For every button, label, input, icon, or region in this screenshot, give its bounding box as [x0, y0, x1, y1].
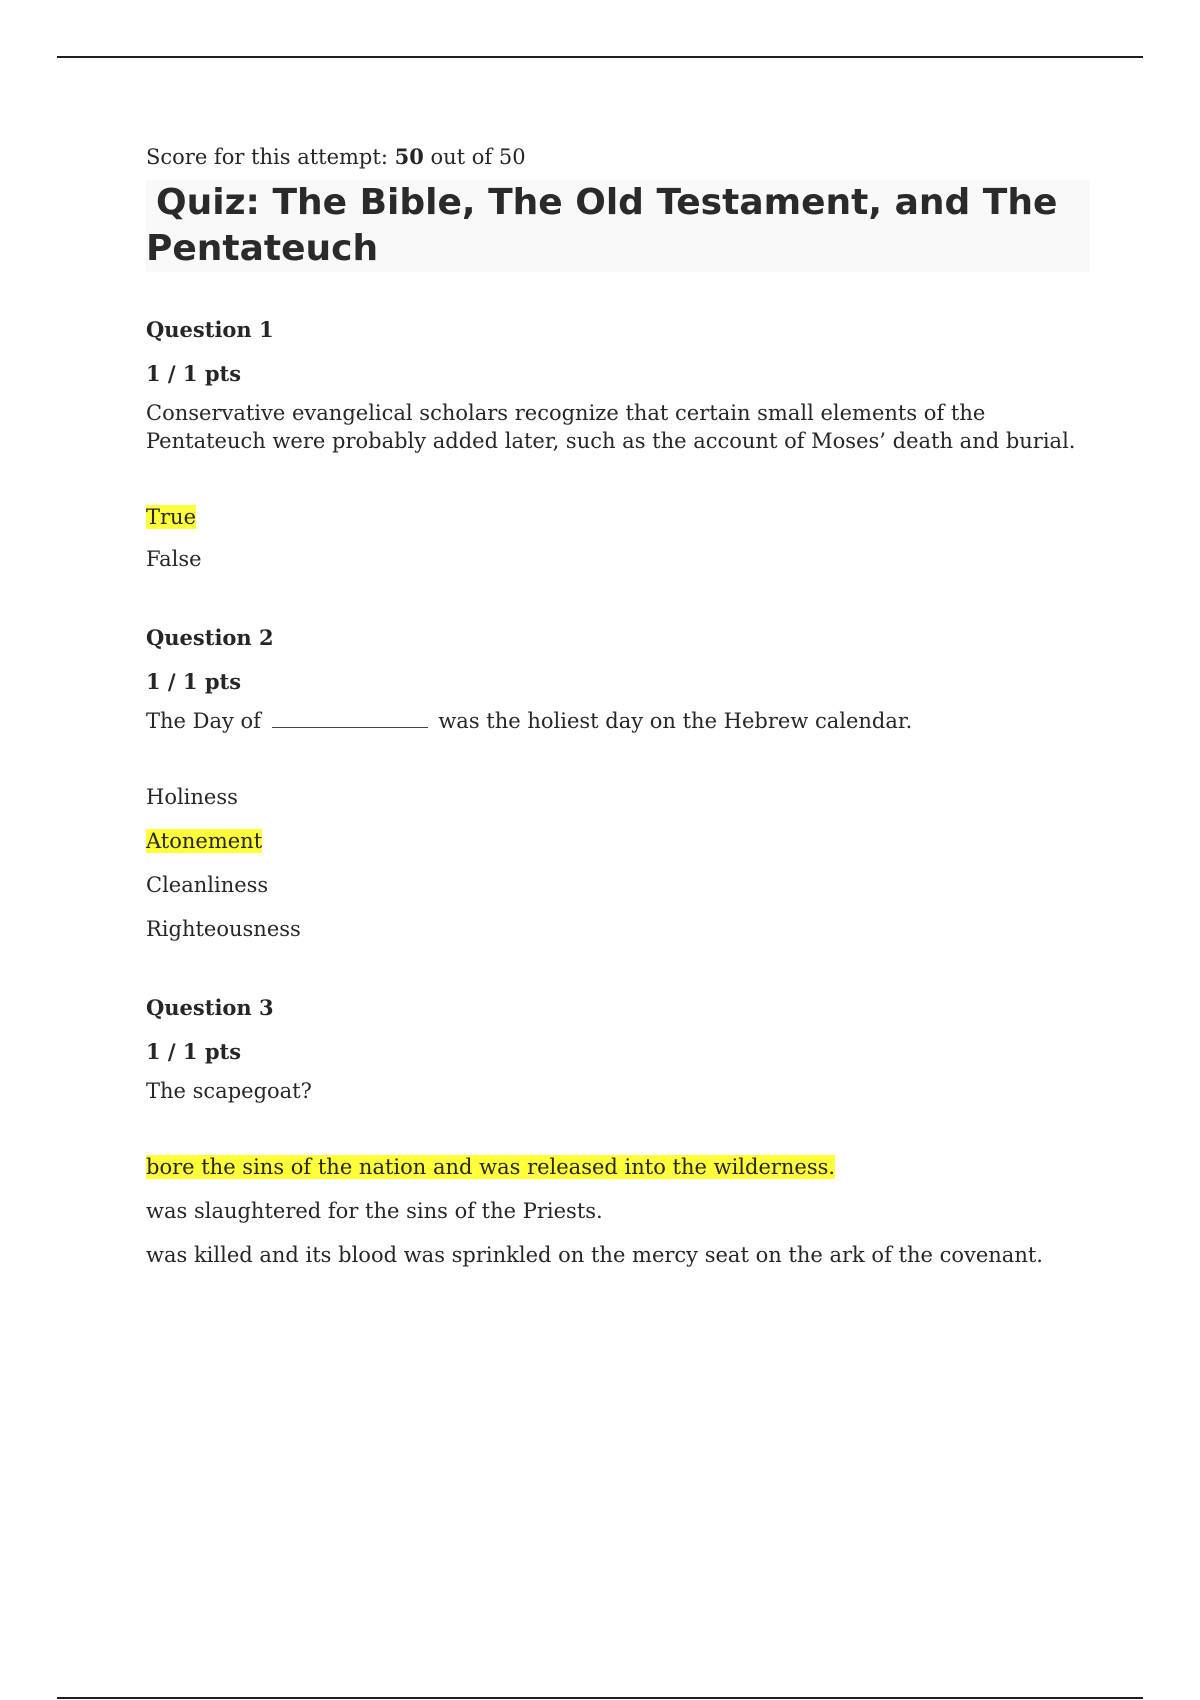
answer-option[interactable]: [146, 827, 1090, 855]
answer-option[interactable]: [146, 545, 1090, 573]
score-line: [146, 142, 1090, 172]
question-heading: Question 3: [146, 995, 274, 1020]
bottom-rule: [57, 1697, 1143, 1699]
answer-option[interactable]: [146, 1197, 1090, 1225]
answer-option[interactable]: [146, 783, 1090, 811]
answer-text: was slaughtered for the sins of the Priests.: [146, 1199, 603, 1223]
answer-option[interactable]: [146, 503, 1090, 531]
answer-text: Holiness: [146, 785, 238, 809]
answer-text-selected: bore the sins of the nation and was released into the wilderness.: [146, 1155, 836, 1179]
answer-list: [146, 783, 1090, 943]
question-heading: Question 1: [146, 317, 274, 342]
score-label: Score for this attempt:: [146, 145, 388, 169]
question-text-before: The Day of: [146, 709, 261, 733]
answer-option[interactable]: [146, 1153, 1090, 1181]
top-rule: [57, 56, 1143, 58]
score-suffix: out of 50: [430, 145, 526, 169]
answer-list: [146, 1153, 1090, 1269]
score-value: 50: [394, 144, 424, 169]
answer-text-selected: True: [146, 505, 196, 529]
answer-text: Cleanliness: [146, 873, 269, 897]
answer-option[interactable]: [146, 1241, 1090, 1269]
question-text: [146, 707, 1090, 735]
answer-option[interactable]: [146, 915, 1090, 943]
answer-option[interactable]: [146, 871, 1090, 899]
answer-text: False: [146, 547, 202, 571]
question-text-after: was the holiest day on the Hebrew calendar.: [438, 709, 913, 733]
quiz-title-line2: Pentateuch: [146, 228, 379, 269]
question-points: 1 / 1 pts: [146, 1039, 242, 1064]
answer-text: Righteousness: [146, 917, 301, 941]
fill-in-blank: [272, 709, 428, 728]
question-text: The scapegoat?: [146, 1079, 312, 1103]
question-3: [146, 993, 1090, 1269]
quiz-content: [146, 142, 1090, 1319]
quiz-title-line1: Quiz: The Bible, The Old Testament, and The: [156, 182, 1058, 223]
question-points: 1 / 1 pts: [146, 669, 242, 694]
answer-text-selected: Atonement: [146, 829, 263, 853]
question-text: Conservative evangelical scholars recognize that certain small elements of the Pentateuch were probably added later, such as the account of Moses’ death and burial.: [146, 401, 1076, 453]
question-1: [146, 315, 1090, 573]
answer-text: was killed and its blood was sprinkled on the mercy seat on the ark of the covenant.: [146, 1243, 1043, 1267]
answer-list: [146, 503, 1090, 573]
quiz-title: [146, 180, 1090, 272]
question-points: 1 / 1 pts: [146, 361, 242, 386]
question-heading: Question 2: [146, 625, 274, 650]
question-2: [146, 623, 1090, 943]
